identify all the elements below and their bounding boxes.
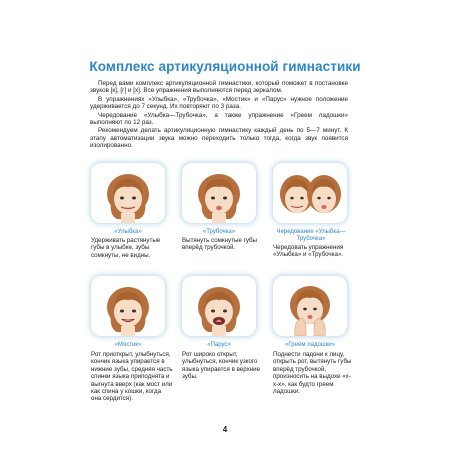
exercise-caption: «Трубочка» bbox=[202, 229, 236, 235]
girl-tube-illustration bbox=[182, 163, 256, 223]
intro-paragraph: В упражнениях «Улыбка», «Трубочка», «Мостик» и «Парус» нужное положение удерживается до 7 секунд. Их повторяют по 3 раза. bbox=[90, 95, 348, 111]
intro-paragraph: Чередование «Улыбка—Трубочка», а также упражнение «Греем ладошки» выполняют по 12 раз. bbox=[90, 111, 348, 127]
exercise-description: Поднести ладони к лицу, открыть рот, вытянуть губы вперёд трубочкой, произносить на выдохе «х-х-х», как будто греем ладошки. bbox=[273, 351, 352, 396]
exercise-card-sail bbox=[182, 276, 256, 336]
girl-bridge-illustration bbox=[91, 276, 165, 336]
page-title: Комплекс артикуляционной гимнастики bbox=[89, 59, 361, 74]
exercise-description: Удерживать растянутые губы в улыбке, зубы сомкнуты, не видны. bbox=[91, 237, 161, 259]
exercise-caption: «Греем ладошки» bbox=[285, 342, 335, 348]
exercise-description: Чередовать упражнения «Улыбка» и «Трубочка». bbox=[273, 244, 344, 259]
girl-warm-hands-illustration bbox=[273, 276, 347, 336]
exercise-caption: «Улыбка» bbox=[114, 229, 142, 235]
exercise-card-warm-hands bbox=[273, 276, 347, 336]
exercise-description: Вытянуть сомкнутые губы вперёд трубочкой. bbox=[182, 237, 257, 252]
girl-alternate-illustration bbox=[273, 163, 347, 223]
exercise-card-tube bbox=[182, 163, 256, 223]
exercise-caption: Чередование «Улыбка—Трубочка» bbox=[276, 229, 346, 242]
intro-text bbox=[90, 80, 348, 151]
intro-paragraph: Рекомендуем делать артикуляционную гимнастику каждый день по 5—7 минут. К этапу автоматизации звука можно переходить только тогда, когда звук появится изолированно. bbox=[90, 127, 348, 150]
exercise-description: Рот приоткрыт, улыбнуться, кончик языка упирается в нижние зубы, средняя часть спинки языка приподнята и выгнута вверх (как мост или как спина у кошки, когда она сердится). bbox=[91, 351, 173, 403]
exercise-caption: «Парус» bbox=[207, 342, 231, 348]
page-number: 4 bbox=[222, 425, 228, 434]
girl-smile-illustration bbox=[91, 163, 165, 223]
exercise-card-smile bbox=[91, 163, 165, 223]
intro-paragraph: Перед вами комплекс артикуляционной гимнастики, который поможет в постановке звуков [к], [г] и [х]. Все упражнения выполняются перед зеркалом. bbox=[90, 80, 348, 95]
exercise-card-alternate bbox=[273, 163, 347, 223]
exercise-card-bridge bbox=[91, 276, 165, 336]
girl-sail-illustration bbox=[182, 276, 256, 336]
exercise-caption: «Мостик» bbox=[114, 342, 142, 348]
exercise-description: Рот широко открыт, улыбнуться, кончик узкого языка упирается в верхние зубы. bbox=[182, 351, 261, 381]
